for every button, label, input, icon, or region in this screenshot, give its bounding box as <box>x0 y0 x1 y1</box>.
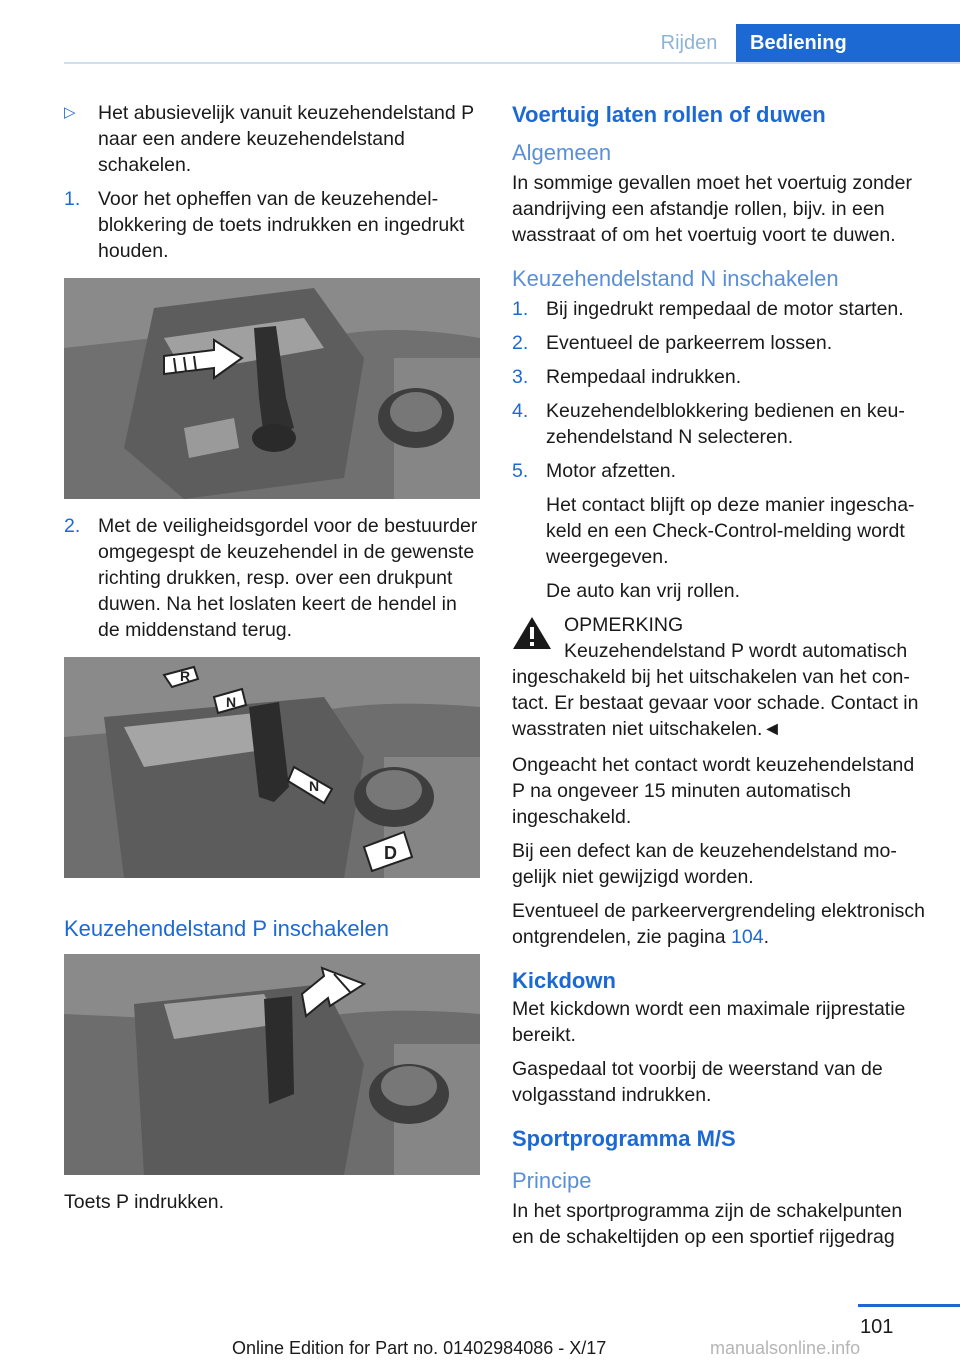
step-number: 3. <box>512 366 529 388</box>
step-text: Rempedaal indrukken. <box>546 366 742 388</box>
section-heading-p: Keuzehendelstand P inschakelen <box>64 916 389 941</box>
gear-lever-unlock-photo <box>64 278 480 499</box>
warning-title: OPMERKING <box>564 614 684 636</box>
n-step-3 <box>512 364 926 390</box>
step-number: 5. <box>512 460 529 482</box>
label-r: R <box>180 668 191 684</box>
warning-note <box>512 612 926 742</box>
right-column <box>512 100 926 1250</box>
gear-lever-p-button-photo <box>64 954 480 1175</box>
caption-p: Toets P indrukken. <box>64 1191 225 1213</box>
paragraph-text: Eventueel de parkeervergrendeling elektronisch ontgrendelen, zie pagina <box>512 900 926 948</box>
algemeen-text: In sommige gevallen moet het voertuig zonder aandrijving een afstandje rollen, bijv. in een wasstraat of om het voertuig voort te duwen. <box>512 172 912 246</box>
step-number: 4. <box>512 400 529 422</box>
step-text: Voor het opheffen van de keuzehendelblokkering de toets indrukken en ingedrukt houden. <box>98 188 465 262</box>
watermark: manualsonline.info <box>710 1338 861 1358</box>
triangle-bullet-icon: ▷ <box>64 104 76 121</box>
step-text: Eventueel de parkeerrem lossen. <box>546 332 833 354</box>
step-text: Met de veiligheidsgordel voor de bestuurder omgegespt de keuzehendel in de gewenste richting drukken, resp. over een drukpunt duwen. Na het loslaten keert de hendel in de middenstand terug. <box>98 515 478 641</box>
step-number: 1. <box>64 188 81 210</box>
page-number: 101 <box>860 1316 894 1338</box>
edition-note: Online Edition for Part no. 01402984086 - X/17 <box>232 1338 607 1358</box>
step-number: 2. <box>512 332 529 354</box>
n-step-5 <box>512 458 926 484</box>
heading-kickdown: Kickdown <box>512 968 616 993</box>
heading-roll: Voertuig laten rollen of duwen <box>512 102 826 127</box>
step-text: Bij ingedrukt rempedaal de motor starten. <box>546 298 904 320</box>
n-step-4 <box>512 398 926 450</box>
warning-text: ingeschakeld bij het uitschakelen van het contact. Er bestaat gevaar voor schade. Contact in wasstraten niet uitschakelen.◄ <box>512 666 919 740</box>
warning-icon <box>512 616 552 650</box>
page-link[interactable]: 104 <box>731 926 764 948</box>
section-tab[interactable]: Bediening <box>736 24 960 62</box>
paragraph-defect: Bij een defect kan de keuzehendelstand mogelijk niet gewijzigd worden. <box>512 840 897 888</box>
paragraph-end: . <box>763 926 769 948</box>
heading-n: Keuzehendelstand N inschakelen <box>512 266 839 291</box>
header-rule <box>64 62 960 64</box>
list-item-triangle <box>64 100 480 178</box>
step-number: 2. <box>64 515 81 537</box>
kickdown-text-1: Met kickdown wordt een maximale rijprestatie bereikt. <box>512 998 906 1046</box>
warning-line-1: Keuzehendelstand P wordt automatisch <box>564 640 908 662</box>
step-text: Motor afzetten. <box>546 460 677 482</box>
footer-rule <box>858 1304 960 1307</box>
step5-note-1: Het contact blijft op deze manier ingeschakeld en een Check-Control-melding wordt weergegeven. <box>546 494 915 568</box>
step5-note-2: De auto kan vrij rollen. <box>546 580 741 602</box>
n-step-1 <box>512 296 926 322</box>
step-text: Keuzehendelblokkering bedienen en keuzehendelstand N selecteren. <box>546 400 905 448</box>
chapter-tab[interactable]: Rijden <box>660 32 718 54</box>
principe-text: In het sportprogramma zijn de schakelpunten en de schakeltijden op een sportief rijgedrag <box>512 1200 903 1248</box>
kickdown-text-2: Gaspedaal tot voorbij de weerstand van de volgasstand indrukken. <box>512 1058 883 1106</box>
heading-sport: Sportprogramma M/S <box>512 1126 736 1151</box>
paragraph-parking-lock <box>512 898 926 950</box>
step-2 <box>64 513 480 643</box>
step-1 <box>64 186 480 264</box>
label-n-bottom: N <box>309 778 320 794</box>
heading-algemeen: Algemeen <box>512 140 612 165</box>
list-item-text: Het abusievelijk vanuit keuzehendelstand P naar een andere keuzehendelstand schakelen. <box>98 102 474 176</box>
step-number: 1. <box>512 298 529 320</box>
n-step-2 <box>512 330 926 356</box>
paragraph-auto-p: Ongeacht het contact wordt keuzehendelstand P na ongeveer 15 minuten automatisch ingeschakeld. <box>512 754 915 828</box>
page-header <box>0 24 960 62</box>
label-n-top: N <box>226 694 237 710</box>
gear-lever-positions-photo <box>64 657 480 878</box>
heading-principe: Principe <box>512 1168 592 1193</box>
label-d: D <box>384 843 397 863</box>
left-column <box>64 100 480 1215</box>
